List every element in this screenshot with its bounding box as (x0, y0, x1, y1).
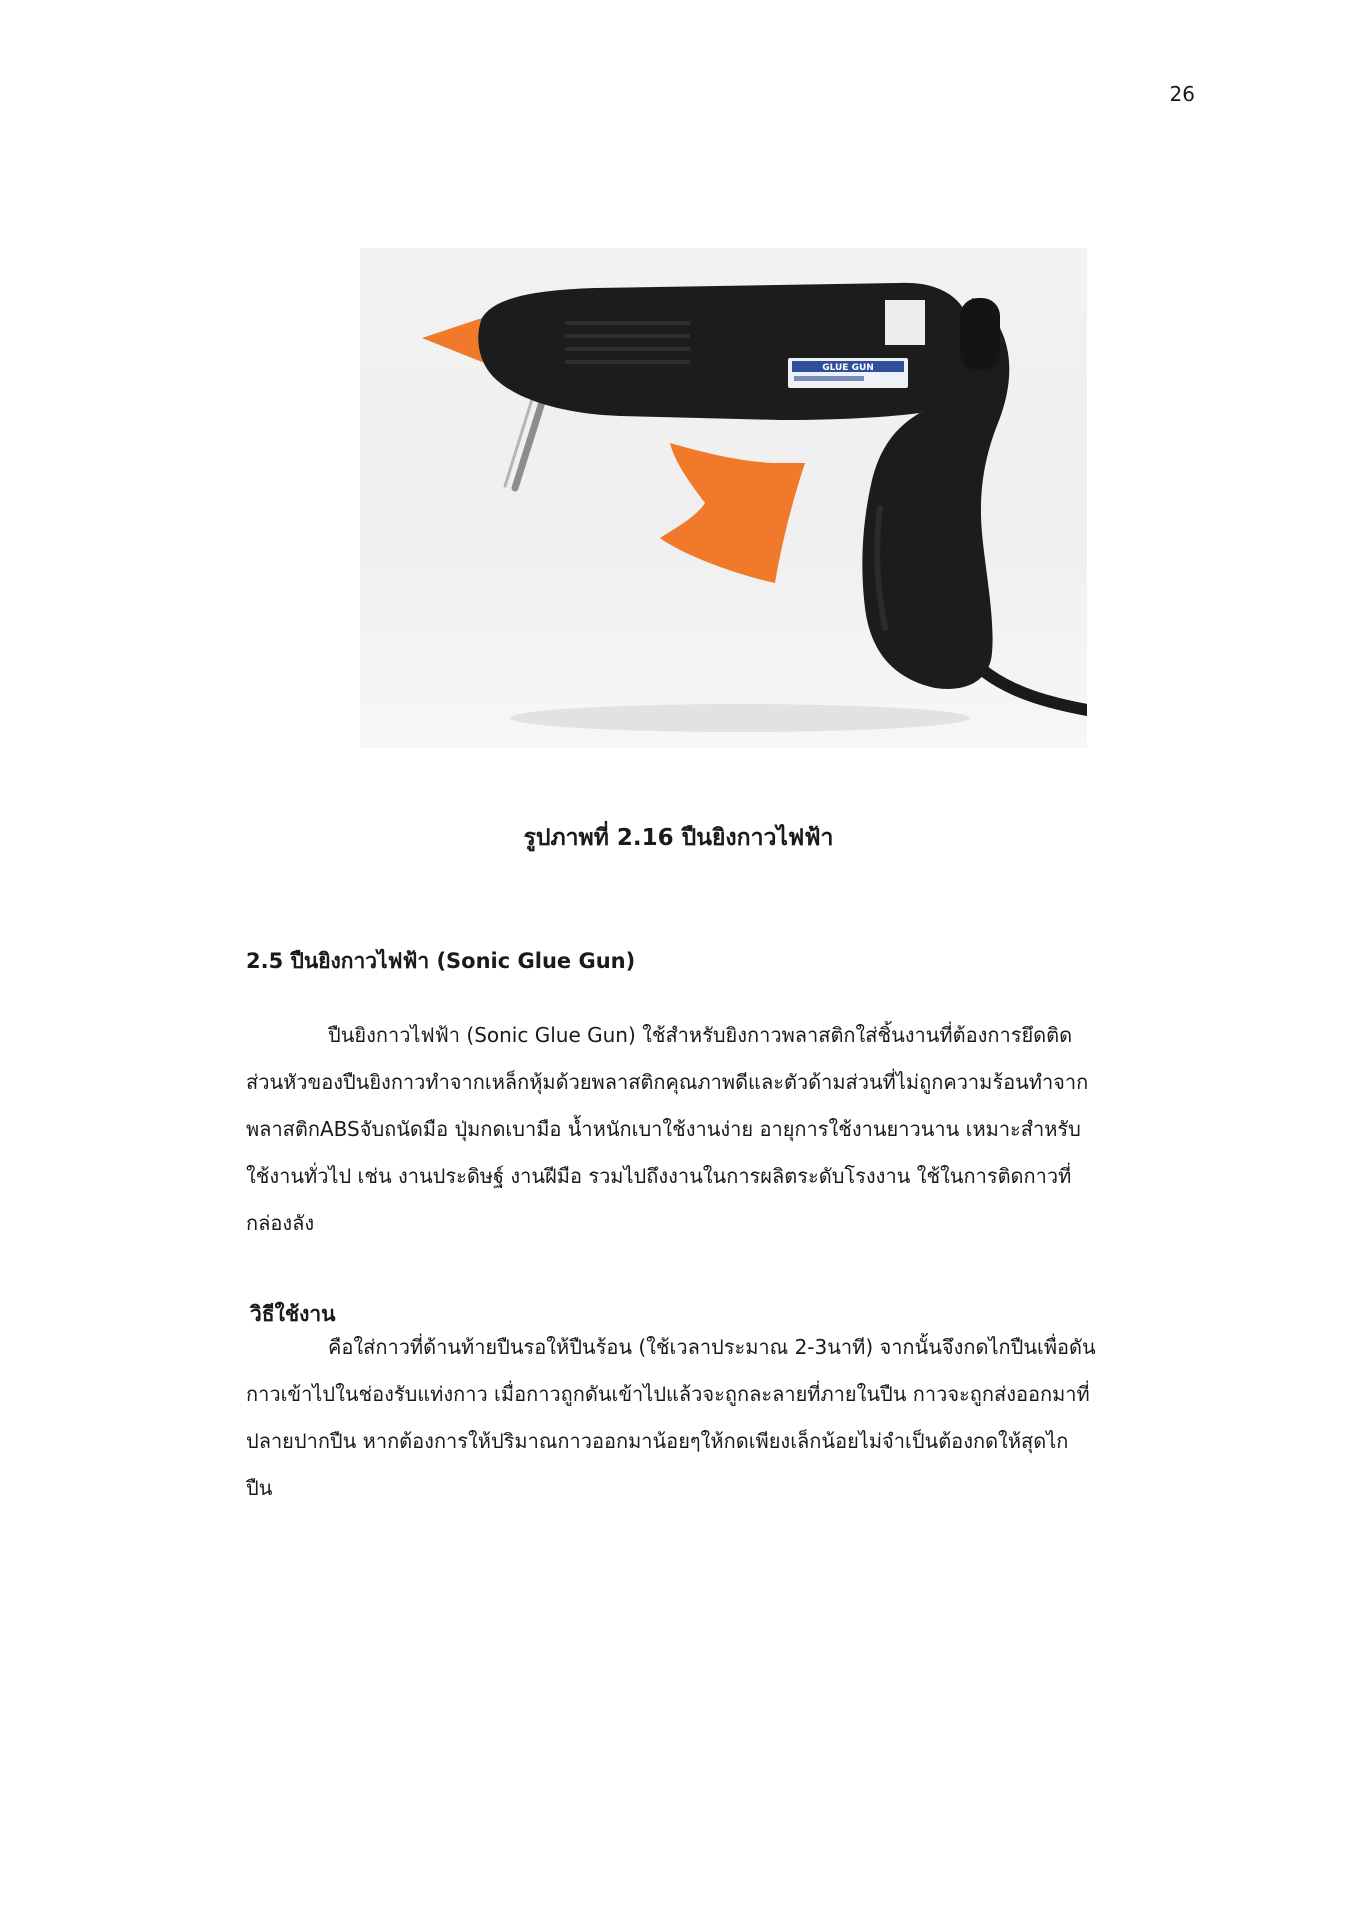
paragraph-line: ใช้งานทั่วไป เช่น งานประดิษฐ์ งานฝีมือ รวมไปถึงงานในการผลิตระดับโรงงาน ใช้ในการติดกาวที่ (246, 1164, 1072, 1188)
paragraph-line: กล่องลัง (246, 1211, 315, 1235)
brand-label-subline (794, 376, 864, 381)
paragraph-line: กาวเข้าไปในช่องรับแท่งกาว เมื่อกาวถูกดันเข้าไปแล้วจะถูกละลายที่ภายในปืน กาวจะถูกส่งออกมาที่ (246, 1382, 1090, 1406)
paragraph-line: ปืน (246, 1476, 273, 1500)
section-heading: 2.5 ปืนยิงกาวไฟฟ้า (Sonic Glue Gun) (246, 949, 636, 973)
paragraph-line: ปลายปากปืน หากต้องการให้ปริมาณกาวออกมาน้อยๆให้กดเพียงเล็กน้อยไม่จำเป็นต้องกดให้สุดไก (246, 1429, 1069, 1453)
paragraph-line: ส่วนหัวของปืนยิงกาวทำจากเหล็กหุ้มด้วยพลาสติกคุณภาพดีและตัวด้ามส่วนที่ไม่ถูกความร้อนทำจาก (246, 1070, 1089, 1094)
paragraph-line: ปืนยิงกาวไฟฟ้า (Sonic Glue Gun) ใช้สำหรับยิงกาวพลาสติกใส่ชิ้นงานที่ต้องการยึดติด (328, 1023, 1073, 1047)
section-paragraph (246, 1012, 1196, 1247)
photo-shadow (510, 704, 970, 732)
trigger (660, 443, 805, 583)
usage-heading: วิธีใช้งาน (250, 1302, 336, 1326)
usage-paragraph (246, 1324, 1196, 1512)
brand-label-text: GLUE GUN (822, 363, 874, 373)
paragraph-line: พลาสติกABSจับถนัดมือ ปุ่มกดเบามือ น้ำหนักเบาใช้งานง่าย อายุการใช้งานยาวนาน เหมาะสำหรับ (246, 1117, 1081, 1141)
power-cord (980, 668, 1087, 710)
top-window (885, 300, 925, 345)
rear-knob (960, 298, 1000, 370)
paragraph-line: คือใส่กาวที่ด้านท้ายปืนรอให้ปืนร้อน (ใช้เวลาประมาณ 2-3นาที) จากนั้นจึงกดไกปืนเพื่อดัน (328, 1335, 1096, 1359)
glue-gun-photo (360, 248, 1087, 748)
figure-caption: รูปภาพที่ 2.16 ปืนยิงกาวไฟฟ้า (523, 825, 834, 851)
page-number: 26 (1169, 82, 1195, 106)
